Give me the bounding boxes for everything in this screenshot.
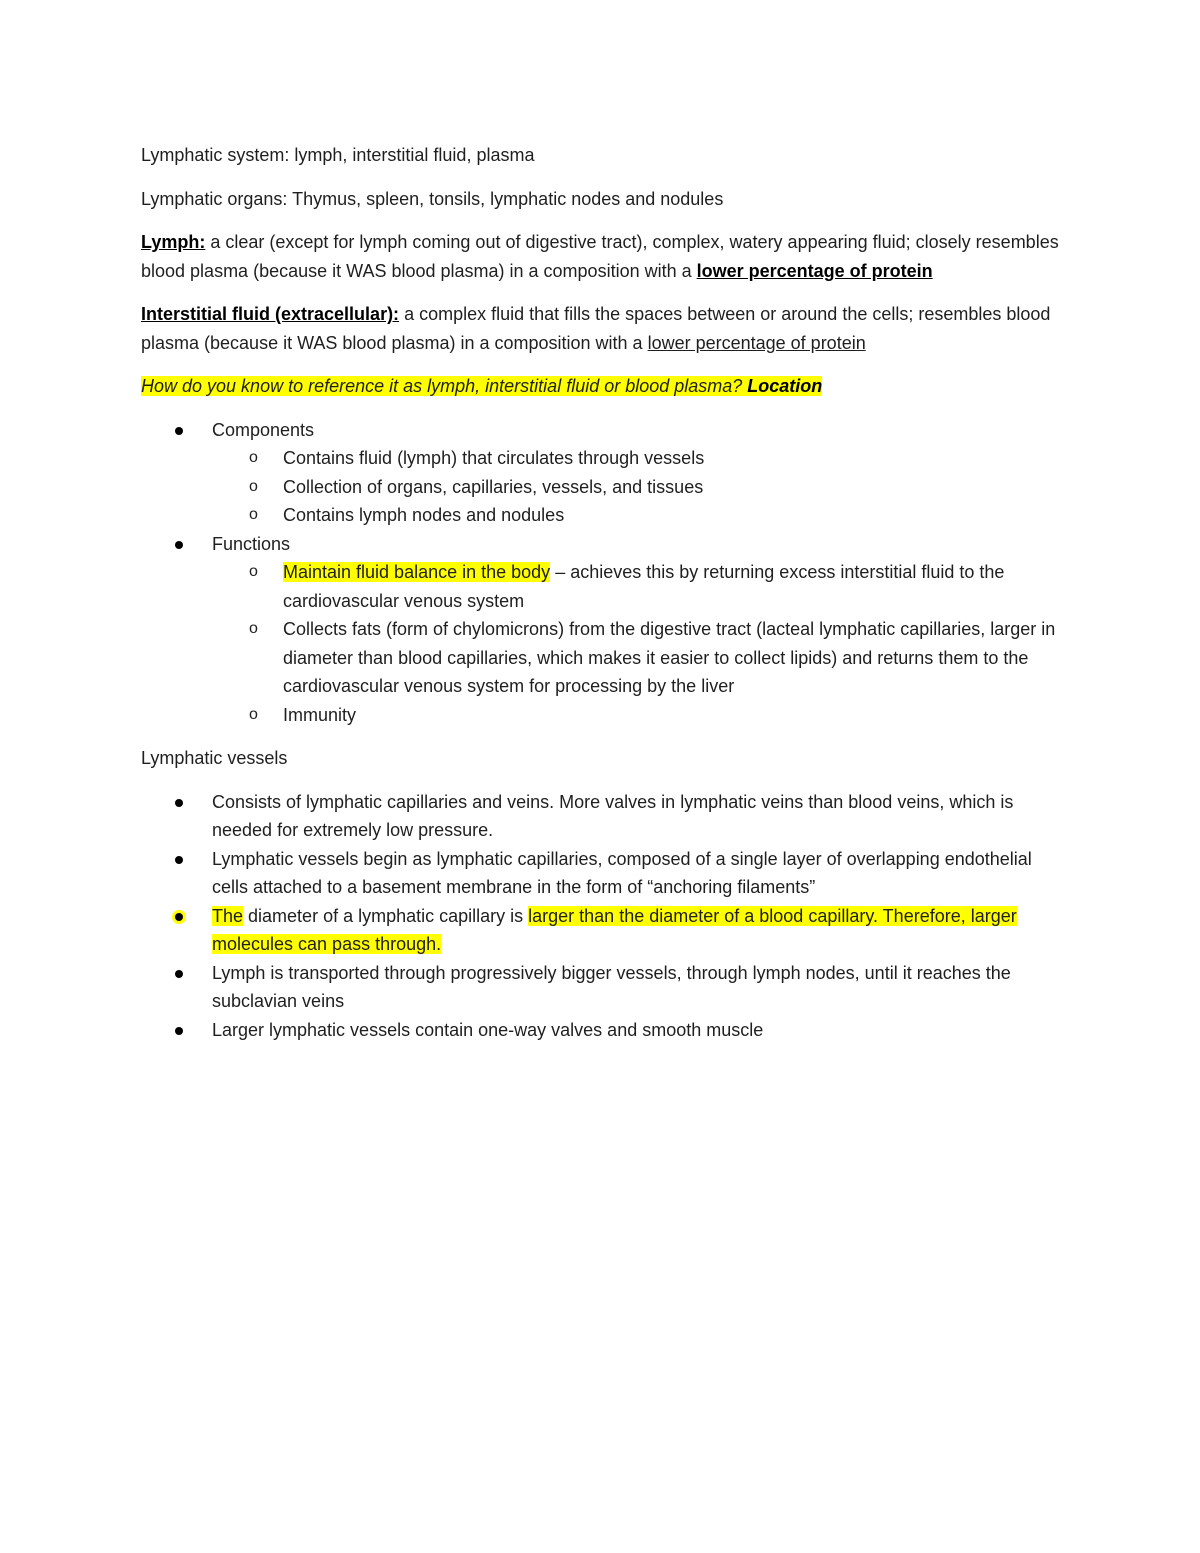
bullet-icon xyxy=(175,799,183,807)
components-item: Collection of organs, capillaries, vessels, and tissues xyxy=(283,476,704,497)
list-item xyxy=(141,845,1071,902)
functions-sublist xyxy=(212,558,1071,729)
overview-list xyxy=(141,416,1071,730)
circle-bullet-icon: o xyxy=(249,477,258,495)
circle-bullet-icon: o xyxy=(249,449,258,466)
components-label: Components xyxy=(212,419,315,440)
list-item xyxy=(212,615,1071,701)
circle-bullet-icon: o xyxy=(249,620,258,637)
lymph-definition xyxy=(141,228,1071,285)
vessels-heading-text: Lymphatic vessels xyxy=(141,748,288,768)
components-item: Contains lymph nodes and nodules xyxy=(283,505,565,525)
functions-item: Immunity xyxy=(283,704,357,725)
vessels-item-mid: diameter of a lymphatic capillary is xyxy=(243,905,529,926)
question-answer: Location xyxy=(747,376,823,396)
list-item xyxy=(141,959,1071,1016)
lymph-term: Lymph: xyxy=(141,232,206,252)
question-line xyxy=(141,372,1071,401)
vessels-item-lead: The xyxy=(212,905,244,926)
interstitial-text: a complex fluid that fills the spaces between or around the cells; resembles blood plasma (because it WAS blood plasma) in a composition with a xyxy=(141,304,1051,353)
vessels-item: Consists of lymphatic capillaries and veins. More valves in lymphatic veins than blood veins, which is needed for extremely low pressure. xyxy=(212,791,1014,840)
vessels-heading xyxy=(141,744,1071,773)
components-sublist xyxy=(212,444,1071,530)
vessels-item: Lymph is transported through progressively bigger vessels, through lymph nodes, until it reaches the subclavian veins xyxy=(212,962,1011,1011)
lymphatic-system-text: Lymphatic system: lymph, interstitial fluid, plasma xyxy=(141,145,535,165)
bullet-icon xyxy=(175,427,183,435)
lymphatic-organs-line xyxy=(141,185,1071,214)
bullet-icon xyxy=(175,1027,183,1035)
list-item xyxy=(212,473,1071,502)
document-page xyxy=(141,141,1071,1059)
functions-item: Collects fats (form of chylomicrons) from the digestive tract (lacteal lymphatic capillaries, larger in diameter than blood capillaries, which makes it easier to collect lipids) and returns them to the cardiovascular venous system for processing by the liver xyxy=(283,619,1056,696)
bullet-icon xyxy=(175,913,183,921)
functions-item-rest: – achieves this by returning excess interstitial fluid to the cardiovascular venous system xyxy=(283,562,1005,611)
interstitial-definition xyxy=(141,300,1071,357)
bullet-icon xyxy=(175,970,183,978)
functions-item-highlight: Maintain fluid balance in the body xyxy=(283,562,551,582)
list-item xyxy=(141,902,1071,959)
list-item xyxy=(141,1016,1071,1045)
vessels-item: Lymphatic vessels begin as lymphatic capillaries, composed of a single layer of overlapping endothelial cells attached to a basement membrane in the form of “anchoring filaments” xyxy=(212,848,1032,897)
lymphatic-organs-text: Lymphatic organs: Thymus, spleen, tonsils, lymphatic nodes and nodules xyxy=(141,188,724,209)
question-text: How do you know to reference it as lymph, interstitial fluid or blood plasma? xyxy=(141,376,748,396)
list-item xyxy=(212,558,1071,615)
vessels-list xyxy=(141,788,1071,1045)
functions-label: Functions xyxy=(212,533,291,554)
lymphatic-system-line xyxy=(141,141,1071,170)
list-item xyxy=(212,501,1071,530)
bullet-icon xyxy=(175,856,183,864)
circle-bullet-icon: o xyxy=(249,506,258,523)
vessels-item-highlight: larger than the diameter of a blood capillary. Therefore, larger molecules can pass through. xyxy=(212,905,1017,954)
list-item xyxy=(141,788,1071,845)
list-item xyxy=(212,701,1071,730)
bullet-icon xyxy=(175,541,183,549)
list-item xyxy=(212,444,1071,473)
components-item: Contains fluid (lymph) that circulates through vessels xyxy=(283,448,705,468)
interstitial-term: Interstitial fluid (extracellular): xyxy=(141,304,400,324)
circle-bullet-icon: o xyxy=(249,705,258,723)
circle-bullet-icon: o xyxy=(249,563,258,580)
list-item xyxy=(141,530,1071,730)
lymph-emphasis: lower percentage of protein xyxy=(696,260,933,281)
list-item xyxy=(141,416,1071,530)
interstitial-emphasis: lower percentage of protein xyxy=(647,332,866,353)
lymph-text: a clear (except for lymph coming out of digestive tract), complex, watery appearing fluid; closely resembles blood plasma (because it WAS blood plasma) in a composition with a xyxy=(141,232,1059,281)
vessels-item: Larger lymphatic vessels contain one-way valves and smooth muscle xyxy=(212,1019,764,1040)
